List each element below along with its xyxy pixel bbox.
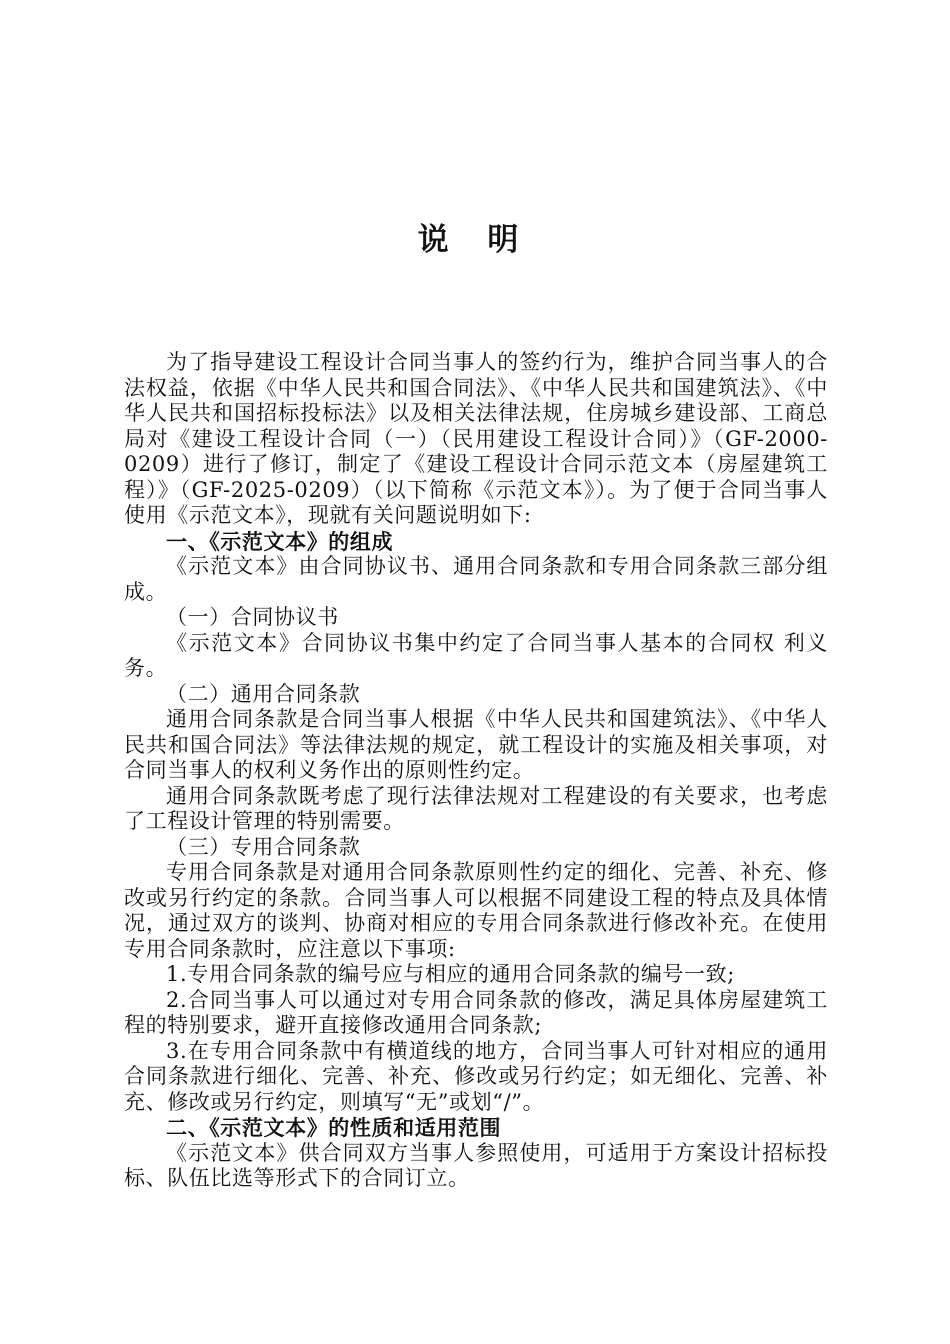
section-heading-composition: 一、《示范文本》的组成: [166, 528, 394, 554]
list-item: 3.在专用合同条款中有横道线的地方，合同当事人可针对相应的通用合同条款进行细化、完善、补充、修改或另行约定；如无细化、完善、补充、修改或另行约定，则填写“无”或划“/”。: [124, 1038, 828, 1114]
composition-paragraph: 《示范文本》由合同协议书、通用合同条款和专用合同条款三部分组成。: [124, 554, 828, 604]
list-item: 1.专用合同条款的编号应与相应的通用合同条款的编号一致;: [166, 962, 735, 986]
general-terms-paragraph-2: 通用合同条款既考虑了现行法律法规对工程建设的有关要求，也考虑了工程设计管理的特别需要。: [124, 783, 828, 833]
section-heading-scope: 二、《示范文本》的性质和适用范围: [166, 1115, 502, 1140]
special-terms-paragraph: 专用合同条款是对通用合同条款原则性约定的细化、完善、补充、修改或另行约定的条款。合同当事人可以根据不同建设工程的特点及具体情况，通过双方的谈判、协商对相应的专用合同条款进行修改补充。在使用专用合同条款时，应注意以下事项:: [124, 860, 828, 961]
subsection-heading-special-terms: （三）专用合同条款: [166, 834, 361, 859]
subsection-heading-general-terms: （二）通用合同条款: [166, 681, 361, 706]
document-body: [124, 350, 828, 1192]
general-terms-paragraph: 通用合同条款是合同当事人根据《中华人民共和国建筑法》、《中华人民共和国合同法》等法律法规的规定，就工程设计的实施及相关事项，对合同当事人的权利义务作出的原则性约定。: [124, 707, 828, 782]
subsection-heading-agreement: （一）合同协议书: [166, 605, 339, 629]
intro-paragraph: 为了指导建设工程设计合同当事人的签约行为，维护合同当事人的合法权益，依据《中华人民共和国合同法》、《中华人民共和国建筑法》、《中华人民共和国招标投标法》以及相关法律法规，住房城乡建设部、工商总局对《建设工程设计合同（一）（民用建设工程设计合同）》（GF-2000-0209）进行了修订，制定了《建设工程设计合同示范文本（房屋建筑工程）》（GF-2025-0209）（以下简称《示范文本》）。为了便于合同当事人使用《示范文本》，现就有关问题说明如下:: [124, 350, 828, 527]
agreement-paragraph: 《示范文本》合同协议书集中约定了合同当事人基本的合同权 利义务。: [124, 630, 828, 680]
list-item: 2.合同当事人可以通过对专用合同条款的修改，满足具体房屋建筑工程的特别要求，避开直接修改通用合同条款;: [124, 987, 828, 1037]
scope-paragraph: 《示范文本》供合同双方当事人参照使用，可适用于方案设计招标投标、队伍比选等形式下的合同订立。: [124, 1140, 828, 1190]
page-title: 说 明: [417, 222, 533, 258]
